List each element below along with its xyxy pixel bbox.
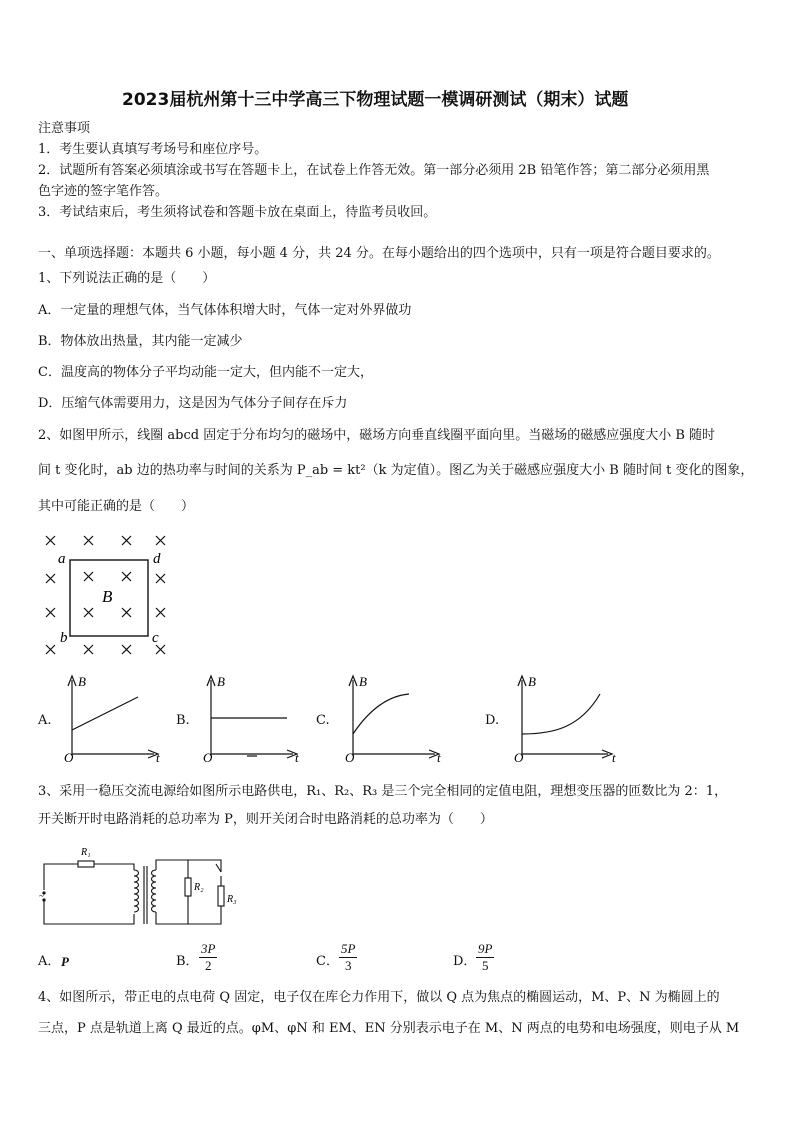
option-b: B．物体放出热量，其内能一定减少 (38, 334, 243, 349)
option-a: A．一定量的理想气体，当气体体积增大时，气体一定对外界做功 (38, 303, 412, 318)
graph-option-letter: B. (176, 713, 190, 728)
notice-item: 3．考试结束后，考生须将试卷和答题卡放在桌面上，待监考员收回。 (38, 205, 437, 220)
svg-text:O: O (345, 750, 355, 762)
notice-heading: 注意事项 (38, 121, 91, 136)
svg-text:t: t (295, 750, 299, 762)
svg-text:B: B (528, 674, 536, 689)
question-stem: 三点，P 点是轨道上离 Q 最近的点。φM、φN 和 EM、EN 分别表示电子在 M、N 两点的电势和电场强度，则电子从 M (38, 1021, 740, 1036)
graph-option-letter: A. (38, 713, 52, 728)
option-fraction: $\frac{5P}{3}$ (341, 941, 356, 973)
question-stem: 间 t 变化时，ab 边的热功率与时间的关系为 P_ab = kt²（k 为定值）。图乙为关于磁感应强度大小 B 随时间 t 变化的图象， (38, 463, 754, 478)
notice-item: 1．考生要认真填写考场号和座位序号。 (38, 142, 268, 157)
option-fraction: $\frac{9P}{5}$ (478, 941, 493, 973)
coil-field-figure (40, 530, 180, 660)
option-c: C．温度高的物体分子平均动能一定大，但内能不一定大， (38, 365, 373, 380)
corner-label-c: c (152, 630, 159, 646)
page-title: 2023届杭州第十三中学高三下物理试题一模调研测试（期末）试题 (122, 90, 629, 110)
question-stem: 3、采用一稳压交流电源给如图所示电路供电，R₁、R₂、R₃ 是三个完全相同的定值电阻，理想变压器的匝数比为 2：1， (38, 784, 728, 799)
graph-b (197, 670, 307, 762)
svg-text:t: t (612, 750, 616, 762)
notice-item: 色字迹的签字笔作答。 (38, 184, 169, 199)
transformer-circuit (36, 842, 246, 934)
question-stem: 1、下列说法正确的是（ ） (38, 271, 216, 286)
option-letter: D． (453, 954, 477, 969)
graph-a (58, 670, 168, 762)
graph-c (339, 670, 449, 762)
section-heading: 一、单项选择题：本题共 6 小题，每小题 4 分，共 24 分。在每小题给出的四个选项中，只有一项是符合题目要求的。 (38, 246, 720, 261)
corner-label-a: a (58, 551, 66, 567)
svg-text:t: t (156, 750, 160, 762)
question-stem: 其中可能正确的是（ ） (38, 499, 195, 514)
question-stem: 开关断开时电路消耗的总功率为 P，则开关闭合时电路消耗的总功率为（ ） (38, 812, 493, 827)
option-letter: C． (316, 954, 339, 969)
option-fraction: $\frac{3P}{2}$ (201, 941, 216, 973)
svg-text:B: B (217, 674, 225, 689)
notice-item: 2．试题所有答案必须填涂或书写在答题卡上，在试卷上作答无效。第一部分必须用 2B 铅笔作答；第二部分必须用黑 (38, 163, 710, 178)
corner-label-d: d (153, 551, 161, 567)
svg-text:R₂: R₂ (194, 882, 204, 893)
svg-text:R₃: R₃ (227, 894, 237, 905)
svg-text:O: O (64, 750, 74, 762)
option-value: P (61, 954, 69, 969)
svg-text:O: O (514, 750, 524, 762)
svg-text:O: O (203, 750, 213, 762)
svg-text:t: t (437, 750, 441, 762)
corner-label-b: b (60, 630, 68, 646)
graph-option-letter: D. (485, 713, 500, 728)
question-stem: 4、如图所示，带正电的点电荷 Q 固定，电子仅在库仑力作用下，做以 Q 点为焦点的椭圆运动，M、P、N 为椭圆上的 (38, 990, 720, 1005)
ac-source-icon: ~ (39, 891, 44, 901)
svg-text:B: B (78, 674, 86, 689)
svg-text:R₁: R₁ (81, 847, 91, 858)
field-label-b: B (102, 587, 113, 606)
option-d: D．压缩气体需要用力，这是因为气体分子间存在斥力 (38, 396, 348, 411)
question-stem: 2、如图甲所示，线圈 abcd 固定于分布均匀的磁场中，磁场方向垂直线圈平面向里。当磁场的磁感应强度大小 B 随时 (38, 428, 716, 443)
svg-text:B: B (359, 674, 367, 689)
graph-option-letter: C. (316, 713, 330, 728)
option-letter: B． (176, 954, 199, 969)
graph-d (508, 670, 628, 762)
option-letter: A． (38, 954, 61, 969)
